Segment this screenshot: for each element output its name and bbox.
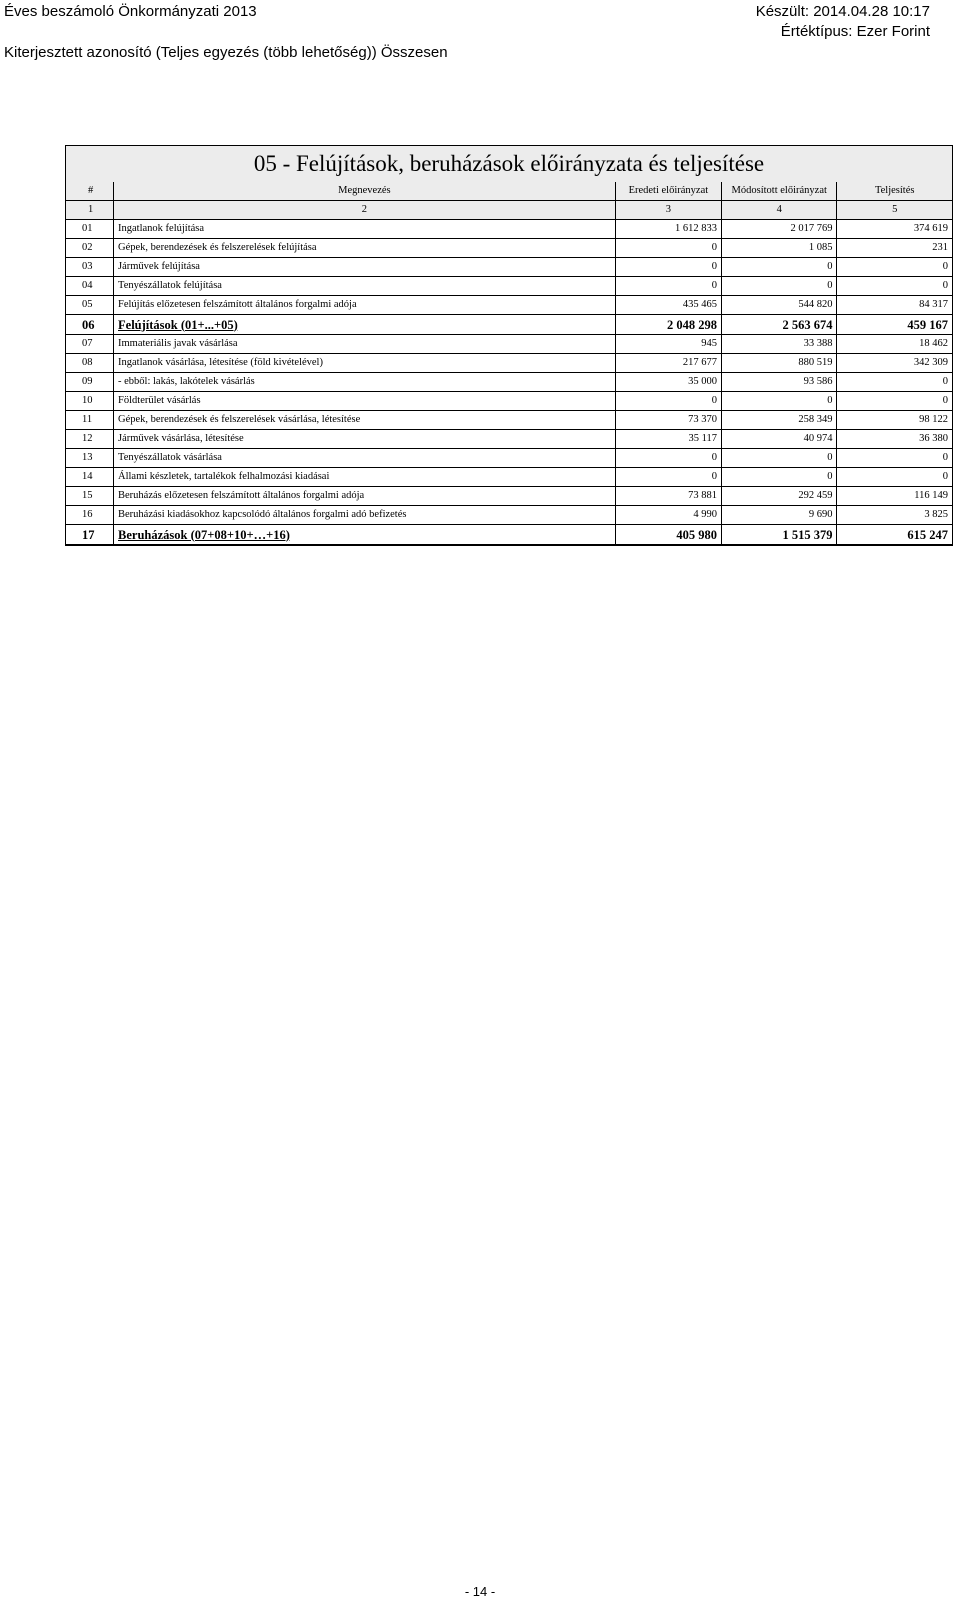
row-name: Állami készletek, tartalékok felhalmozási kiadásai bbox=[114, 468, 616, 487]
row-eredeti: 35 117 bbox=[615, 430, 721, 449]
row-eredeti: 217 677 bbox=[615, 354, 721, 373]
row-modositott: 292 459 bbox=[722, 487, 837, 506]
row-teljesites: 98 122 bbox=[837, 411, 953, 430]
table-row bbox=[66, 411, 953, 430]
row-id: 16 bbox=[66, 506, 114, 525]
row-eredeti: 0 bbox=[615, 258, 721, 277]
created-timestamp: Készült: 2014.04.28 10:17 bbox=[755, 3, 930, 20]
row-id: 07 bbox=[66, 335, 114, 354]
col-header-name: Megnevezés bbox=[114, 182, 616, 201]
report-identifier: Kiterjesztett azonosító (Teljes egyezés (több lehetőség)) Összesen bbox=[4, 44, 448, 61]
row-name: Járművek felújítása bbox=[114, 258, 616, 277]
row-id: 14 bbox=[66, 468, 114, 487]
row-eredeti: 0 bbox=[615, 468, 721, 487]
value-type: Értéktípus: Ezer Forint bbox=[780, 23, 930, 40]
row-id: 01 bbox=[66, 220, 114, 239]
row-teljesites: 116 149 bbox=[837, 487, 953, 506]
row-id: 10 bbox=[66, 392, 114, 411]
table-row bbox=[66, 487, 953, 506]
col-number-1: 1 bbox=[66, 201, 114, 220]
row-name: Immateriális javak vásárlása bbox=[114, 335, 616, 354]
row-modositott: 93 586 bbox=[722, 373, 837, 392]
row-eredeti: 0 bbox=[615, 277, 721, 296]
report-name: Éves beszámoló Önkormányzati 2013 bbox=[4, 3, 257, 20]
row-name: Járművek vásárlása, létesítése bbox=[114, 430, 616, 449]
row-teljesites: 0 bbox=[837, 258, 953, 277]
row-id: 15 bbox=[66, 487, 114, 506]
row-teljesites: 3 825 bbox=[837, 506, 953, 525]
row-name: Tenyészállatok vásárlása bbox=[114, 449, 616, 468]
row-name: Beruházások (07+08+10+…+16) bbox=[114, 525, 616, 546]
row-name: Beruházás előzetesen felszámított általános forgalmi adója bbox=[114, 487, 616, 506]
table-row bbox=[66, 220, 953, 239]
col-number-2: 2 bbox=[114, 201, 616, 220]
row-id: 03 bbox=[66, 258, 114, 277]
table-row bbox=[66, 335, 953, 354]
row-name: Földterület vásárlás bbox=[114, 392, 616, 411]
row-id: 09 bbox=[66, 373, 114, 392]
col-header-eredeti: Eredeti előirányzat bbox=[615, 182, 721, 201]
table-row bbox=[66, 258, 953, 277]
row-teljesites: 0 bbox=[837, 468, 953, 487]
row-modositott: 9 690 bbox=[722, 506, 837, 525]
row-modositott: 544 820 bbox=[722, 296, 837, 315]
column-header-row bbox=[66, 182, 953, 201]
col-header-id: # bbox=[66, 182, 114, 201]
row-eredeti: 73 881 bbox=[615, 487, 721, 506]
row-name: Ingatlanok felújítása bbox=[114, 220, 616, 239]
row-modositott: 2 563 674 bbox=[722, 315, 837, 335]
row-name: Felújítás előzetesen felszámított általános forgalmi adója bbox=[114, 296, 616, 315]
row-teljesites: 18 462 bbox=[837, 335, 953, 354]
col-header-teljesites: Teljesítés bbox=[837, 182, 953, 201]
row-modositott: 0 bbox=[722, 277, 837, 296]
row-teljesites: 374 619 bbox=[837, 220, 953, 239]
table-row bbox=[66, 354, 953, 373]
table-row bbox=[66, 525, 953, 546]
row-eredeti: 0 bbox=[615, 239, 721, 258]
row-eredeti: 405 980 bbox=[615, 525, 721, 546]
row-id: 02 bbox=[66, 239, 114, 258]
col-number-4: 4 bbox=[722, 201, 837, 220]
table-row bbox=[66, 392, 953, 411]
row-name: Beruházási kiadásokhoz kapcsolódó általános forgalmi adó befizetés bbox=[114, 506, 616, 525]
row-modositott: 0 bbox=[722, 468, 837, 487]
row-name: Felújítások (01+...+05) bbox=[114, 315, 616, 335]
row-id: 06 bbox=[66, 315, 114, 335]
row-teljesites: 0 bbox=[837, 449, 953, 468]
row-id: 05 bbox=[66, 296, 114, 315]
table-row bbox=[66, 468, 953, 487]
row-id: 11 bbox=[66, 411, 114, 430]
row-name: Tenyészállatok felújítása bbox=[114, 277, 616, 296]
table-row bbox=[66, 430, 953, 449]
table-row bbox=[66, 277, 953, 296]
table-row bbox=[66, 239, 953, 258]
row-modositott: 40 974 bbox=[722, 430, 837, 449]
column-number-row bbox=[66, 201, 953, 220]
row-eredeti: 73 370 bbox=[615, 411, 721, 430]
row-name: - ebből: lakás, lakótelek vásárlás bbox=[114, 373, 616, 392]
row-teljesites: 84 317 bbox=[837, 296, 953, 315]
page-number: - 14 - bbox=[464, 1584, 496, 1599]
row-modositott: 1 515 379 bbox=[722, 525, 837, 546]
row-teljesites: 342 309 bbox=[837, 354, 953, 373]
row-name: Gépek, berendezések és felszerelések felújítása bbox=[114, 239, 616, 258]
row-teljesites: 231 bbox=[837, 239, 953, 258]
col-number-3: 3 bbox=[615, 201, 721, 220]
row-modositott: 258 349 bbox=[722, 411, 837, 430]
row-name: Gépek, berendezések és felszerelések vásárlása, létesítése bbox=[114, 411, 616, 430]
row-modositott: 1 085 bbox=[722, 239, 837, 258]
row-eredeti: 0 bbox=[615, 392, 721, 411]
row-eredeti: 945 bbox=[615, 335, 721, 354]
row-eredeti: 1 612 833 bbox=[615, 220, 721, 239]
row-id: 17 bbox=[66, 525, 114, 546]
table-row bbox=[66, 373, 953, 392]
row-modositott: 0 bbox=[722, 449, 837, 468]
row-modositott: 0 bbox=[722, 258, 837, 277]
row-modositott: 2 017 769 bbox=[722, 220, 837, 239]
row-eredeti: 4 990 bbox=[615, 506, 721, 525]
table-row bbox=[66, 296, 953, 315]
table-title-row bbox=[66, 146, 953, 183]
row-eredeti: 35 000 bbox=[615, 373, 721, 392]
table-row bbox=[66, 449, 953, 468]
row-modositott: 33 388 bbox=[722, 335, 837, 354]
row-teljesites: 36 380 bbox=[837, 430, 953, 449]
col-number-5: 5 bbox=[837, 201, 953, 220]
row-modositott: 880 519 bbox=[722, 354, 837, 373]
row-name: Ingatlanok vásárlása, létesítése (föld kivételével) bbox=[114, 354, 616, 373]
row-teljesites: 0 bbox=[837, 373, 953, 392]
table-title: 05 - Felújítások, beruházások előirányzata és teljesítése bbox=[66, 146, 953, 183]
row-teljesites: 615 247 bbox=[837, 525, 953, 546]
row-id: 13 bbox=[66, 449, 114, 468]
col-header-modositott: Módosított előirányzat bbox=[722, 182, 837, 201]
row-teljesites: 0 bbox=[837, 392, 953, 411]
row-eredeti: 435 465 bbox=[615, 296, 721, 315]
table-row bbox=[66, 506, 953, 525]
row-teljesites: 459 167 bbox=[837, 315, 953, 335]
row-id: 12 bbox=[66, 430, 114, 449]
row-teljesites: 0 bbox=[837, 277, 953, 296]
report-table bbox=[65, 145, 953, 546]
row-id: 04 bbox=[66, 277, 114, 296]
row-eredeti: 0 bbox=[615, 449, 721, 468]
table-row bbox=[66, 315, 953, 335]
row-eredeti: 2 048 298 bbox=[615, 315, 721, 335]
row-id: 08 bbox=[66, 354, 114, 373]
row-modositott: 0 bbox=[722, 392, 837, 411]
